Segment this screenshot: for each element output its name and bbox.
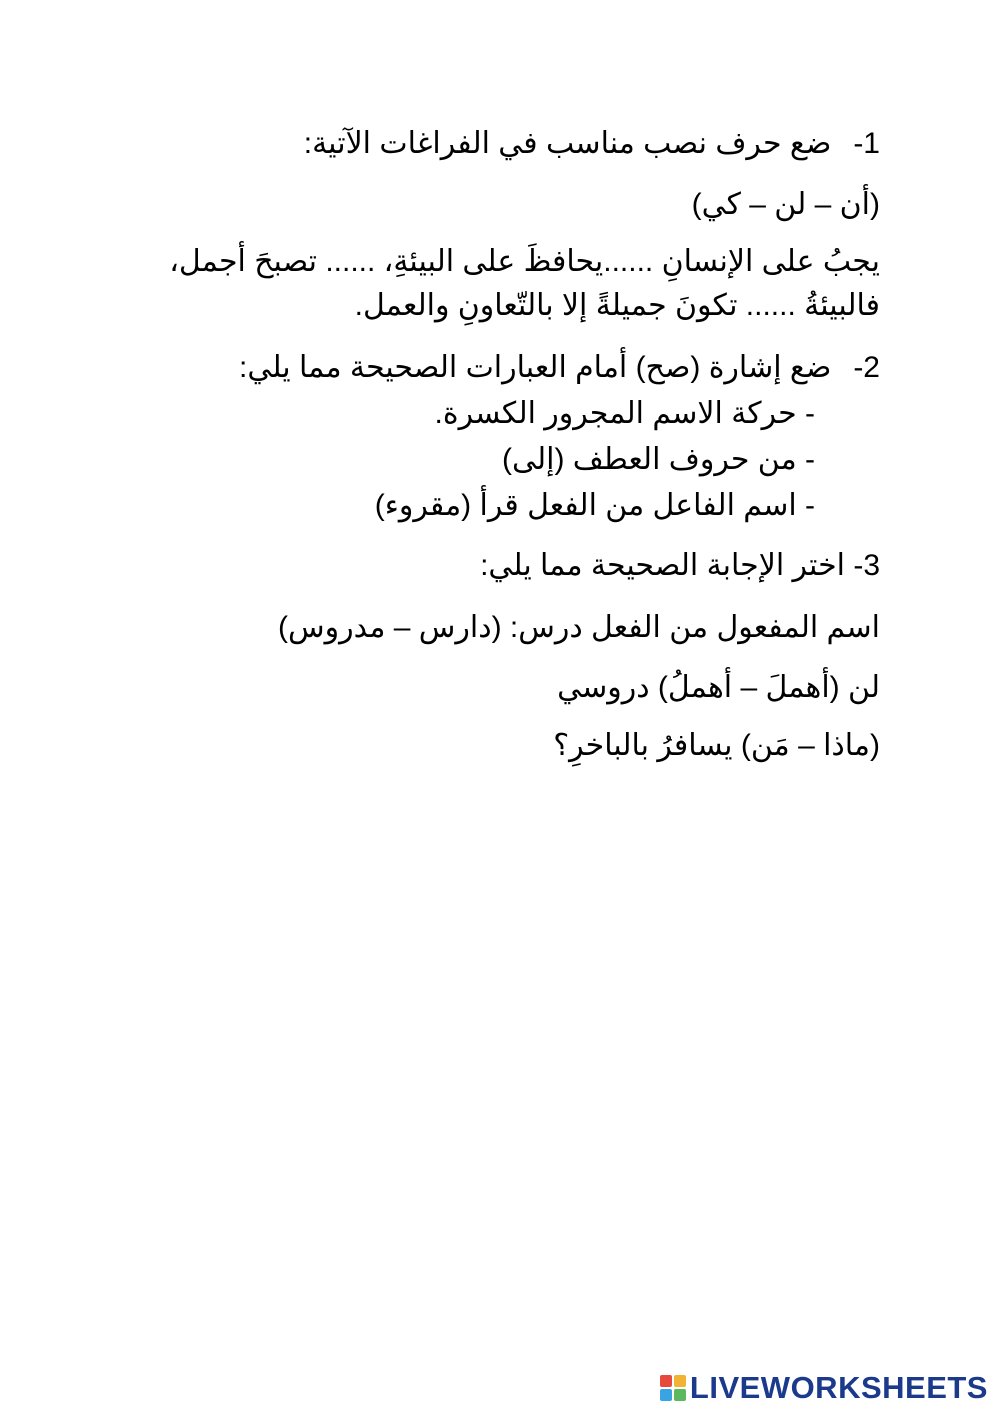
question-1-options: (أن – لن – كي) — [691, 188, 880, 221]
question-2-item: - من حروف العطف (إلى) — [502, 443, 815, 476]
question-2-item: - حركة الاسم المجرور الكسرة. — [434, 397, 815, 430]
question-3-heading: 3- اختر الإجابة الصحيحة مما يلي: — [480, 549, 880, 582]
question-2-heading — [239, 350, 880, 386]
liveworksheets-wordmark: LIVEWORKSHEETS — [689, 1370, 988, 1405]
question-1-number: -1 — [853, 127, 880, 160]
question-2-title: ضع إشارة (صح) أمام العبارات الصحيحة مما يلي: — [239, 351, 832, 384]
liveworksheets-mark-icon — [660, 1375, 686, 1401]
question-1-title: ضع حرف نصب مناسب في الفراغات الآتية: — [303, 127, 832, 160]
question-3-item: (ماذا – مَن) يسافرُ بالباخرِ؟ — [553, 729, 880, 762]
question-3-item: لن (أهملَ – أهملُ) دروسي — [557, 671, 880, 704]
liveworksheets-logo — [660, 1370, 988, 1406]
question-1-sentence — [160, 240, 880, 328]
question-3-item: اسم المفعول من الفعل درس: (دارس – مدروس) — [278, 611, 880, 644]
question-2-number: -2 — [853, 351, 880, 384]
question-1-heading — [304, 126, 880, 162]
question-1-sentence-line-2: فالبيئةُ ...... تكونَ جميلةً إلا بالتّعاونِ والعمل. — [354, 289, 880, 322]
question-1-sentence-line-1: يجبُ على الإنسانِ ......يحافظَ على البيئةِ، ...... تصبحَ أجمل، — [169, 245, 880, 278]
question-2-item: - اسم الفاعل من الفعل قرأ (مقروء) — [374, 489, 815, 522]
